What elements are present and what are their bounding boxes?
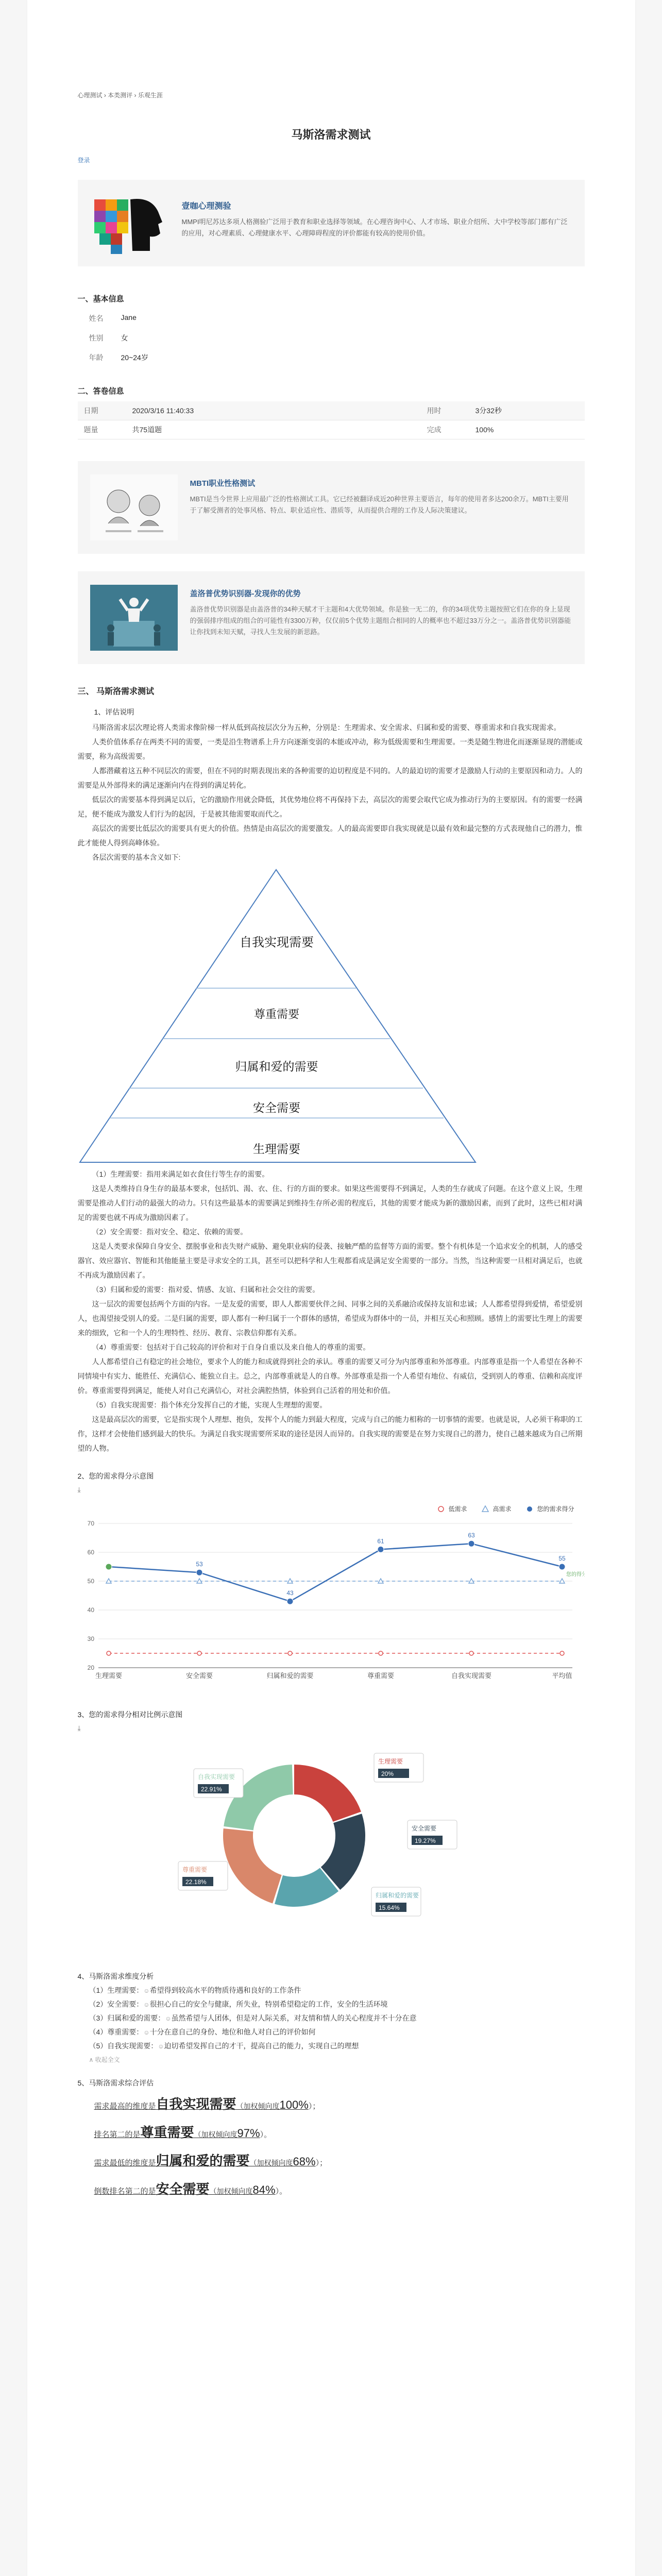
low-point [197, 1651, 201, 1655]
info-value: Jane [121, 313, 137, 321]
score-point [106, 1564, 112, 1570]
puzzle-head-logo [89, 194, 177, 255]
date-label: 日期 [78, 401, 126, 420]
rank-suffix: ）。 [260, 2130, 272, 2139]
pyramid-level: 尊重需要 [253, 1008, 299, 1021]
rank-weight-label: （加权倾向度 [249, 2159, 293, 2167]
rank-suffix: ）； [308, 2102, 320, 2111]
y-tick-label: 70 [87, 1520, 94, 1527]
y-tick-label: 50 [87, 1578, 94, 1585]
qty-value: 共75道题 [126, 420, 421, 439]
donut-chart-title: 3、您的需求得分相对比例示意图 [77, 1710, 183, 1719]
legend-low[interactable]: 低需求 [437, 1504, 467, 1513]
login-link[interactable]: 登录 [77, 157, 90, 164]
basic-info-title: 一、基本信息 [77, 295, 124, 303]
info-row-age [78, 352, 585, 363]
dimension-text: 很担心自己的安全与健康，所失业，特别希望稳定的工作，安全的生活环境 [149, 2000, 388, 2008]
data-label: 61 [377, 1537, 384, 1545]
dimension-label: （2）安全需要： [89, 2000, 144, 2008]
dimension-title: 4、马斯洛需求维度分析 [77, 1972, 154, 1980]
dimension-label: （1）生理需要： [89, 1986, 144, 1994]
data-label: 43 [286, 1589, 294, 1597]
score-point [468, 1540, 474, 1547]
rank-weight: 68% [293, 2155, 316, 2168]
rank-weight-label: （加权倾向度 [194, 2130, 237, 2139]
y-tick-label: 30 [87, 1635, 94, 1642]
paragraph: （3）归属和爱的需要：指对爱、情感、友谊、归属和社会交往的需要。 [92, 1285, 320, 1294]
info-value: 女 [121, 334, 128, 342]
needs-line-chart [78, 1513, 585, 1688]
done-value: 100% [469, 420, 585, 439]
low-point [379, 1651, 383, 1655]
pyramid-level: 生理需要 [252, 1142, 300, 1156]
y-tick-label: 20 [87, 1664, 94, 1671]
slice-name: 生理需要 [378, 1758, 403, 1765]
intro-text: MMPI明尼苏达多项人格测验广泛用于教育和职业选择等领域。在心理咨询中心、人才市场、职业介绍所、大中学校等部门都有广泛的应用，对心理素质、心理健康水平、心理障碍程度的评价都能有较高的使用价值。 [181, 218, 568, 237]
pyramid-level: 安全需要 [252, 1101, 300, 1114]
paragraph: 这是人类要求保障自身安全、摆脱事业和丧失财产威胁、避免职业病的侵袭、接触严酷的监督等方面的需要。整个有机体是一个追求安全的机制，人的感受器官、效应器官、智能和其他能量主要是寻求安全的工具，甚至可以把科学和人生观都看成是满足安全需要的一部分。当然，当这种需要一旦相对满足后，也就不再成为激励因素了。 [77, 1242, 583, 1279]
time-value: 3分32秒 [469, 401, 585, 420]
info-label: 性别 [89, 334, 104, 342]
donut-slice [223, 1828, 281, 1903]
slice-name: 归属和爱的需要 [375, 1892, 419, 1899]
slice-value: 19.27% [414, 1837, 436, 1844]
score-point [378, 1546, 384, 1552]
x-tick-label: 自我实现需要 [451, 1672, 491, 1680]
rank-prefix: 需求最高的维度是 [94, 2102, 156, 2111]
dimension-item [89, 1984, 585, 1997]
rank-item [94, 2091, 585, 2120]
done-label: 完成 [421, 420, 469, 439]
x-tick-label: 尊重需要 [367, 1672, 394, 1680]
basic-info-list [78, 313, 585, 363]
dimension-label: （5）自我实现需要： [89, 2042, 158, 2050]
info-label: 年龄 [89, 353, 104, 362]
low-point [560, 1651, 564, 1655]
portrait-image [90, 474, 178, 540]
dimension-item [89, 2039, 585, 2053]
rank-prefix: 倒数排名第二的是 [94, 2187, 156, 2196]
dimension-item [89, 2025, 585, 2039]
paragraph: 高层次的需要比低层次的需要具有更大的价值。热情是由高层次的需要激发。人的最高需要即自我实现就是以最有效和最完整的方式表现他自己的潜力，惟此才能使人得到高峰体验。 [77, 824, 583, 847]
data-label: 55 [558, 1555, 566, 1562]
x-tick-label: 生理需要 [95, 1672, 122, 1680]
paragraph: 低层次的需要基本得到满足以后，它的激励作用就会降低，其优势地位将不再保持下去，高层次的需要会取代它成为推动行为的主要原因。有的需要一经满足，便不能成为激发人们行为的起因，于是被其他需要取而代之。 [77, 795, 583, 818]
paragraph: 这是人类维持自身生存的最基本要求，包括饥、渴、衣、住、行的方面的要求。如果这些需要得不到满足，人类的生存就成了问题。在这个意义上说，生理需要是推动人们行动的最强大的动力。只有这些最基本的需要满足到维持生存所必需的程度后，其他的需要才能成为新的激励因素，而到了此时，这些已相对满足的需要也就不再成为激励因素了。 [77, 1184, 583, 1222]
paragraph: （4）尊重需要：包括对于自己较高的评价和对于自身自重以及来自他人的尊重的需要。 [92, 1343, 370, 1351]
rank-prefix: 需求最低的维度是 [94, 2159, 156, 2167]
paragraph: （2）安全需要：指对安全、稳定、依赖的需要。 [92, 1228, 248, 1236]
section3-title: 三、 马斯洛需求测试 [77, 687, 154, 696]
download-icon[interactable]: ⤓ [77, 1485, 81, 1494]
dimension-item [89, 2011, 585, 2025]
rank-weight: 97% [237, 2127, 260, 2140]
dimension-label: （4）尊重需要： [89, 2028, 144, 2036]
slice-value: 20% [381, 1770, 394, 1777]
needs-details [78, 1167, 585, 1455]
score-end-label: 您的得分 [566, 1572, 585, 1578]
paragraph: （5）自我实现需要：指个体充分发挥自己的才能，实现人生理想的需要。 [92, 1401, 327, 1409]
paragraph: 这一层次的需要包括两个方面的内容。一是友爱的需要，即人人都需要伙伴之间、同事之间的关系融洽或保持友谊和忠诚；人人都希望得到爱情，希望爱别人，也渴望接受别人的爱。二是归属的需要，即人都有一种归属于一个群体的感情，希望成为群体中的一员，并相互关心和照顾。感情上的需要比生理上的需要来的细致，它和一个人的生理特性、经历、教育、宗教信仰都有关系。 [77, 1300, 583, 1337]
breadcrumb[interactable]: 心理测试 › 本类测评 › 乐观生涯 [77, 92, 163, 99]
collapse-link[interactable]: ∧ 收起全文 [89, 2056, 120, 2063]
y-tick-label: 40 [87, 1606, 94, 1614]
answer-info-title: 二、答卷信息 [77, 387, 124, 396]
slice-value: 15.64% [378, 1904, 400, 1911]
x-tick-label: 归属和爱的需要 [266, 1672, 314, 1680]
explain-paragraphs [78, 720, 585, 865]
data-label: 63 [467, 1532, 475, 1539]
rank-item [94, 2176, 585, 2205]
dimension-text: 希望得到较高水平的物质待遇和良好的工作条件 [149, 1986, 301, 1994]
pyramid-level: 归属和爱的需要 [235, 1060, 318, 1073]
paragraph: （1）生理需要：指用来满足如衣食住行等生存的需要。 [92, 1170, 269, 1178]
score-point [287, 1598, 293, 1604]
low-point [107, 1651, 111, 1655]
page [27, 0, 635, 2576]
low-point [288, 1651, 292, 1655]
rank-weight: 84% [252, 2183, 276, 2196]
smile-icon: ☺ [158, 2043, 164, 2050]
dimension-item [89, 1997, 585, 2011]
legend-high[interactable]: 高需求 [481, 1504, 511, 1513]
answer-info-table [78, 401, 585, 439]
rank-weight-label: （加权倾向度 [209, 2187, 253, 2195]
needs-donut-chart [78, 1733, 585, 1949]
rank-item [94, 2120, 585, 2148]
paragraph: 马斯洛需求层次理论将人类需求像阶梯一样从低到高按层次分为五种，分别是：生理需求、安全需求、归属和爱的需要、尊重需求和自我实现需求。 [92, 723, 561, 732]
rank-item [94, 2148, 585, 2176]
paragraph: 各层次需要的基本含义如下: [92, 853, 181, 861]
summary-list [78, 2091, 585, 2205]
slice-name: 安全需要 [411, 1825, 436, 1832]
rank-weight: 100% [279, 2098, 309, 2111]
dimension-text: 虽然希望与人团体，但是对人际关系，对友情和情人的关心程度并不十分在意 [171, 2014, 417, 2022]
slice-name: 自我实现需要 [197, 1773, 235, 1781]
pyramid-level: 自我实现需要 [239, 936, 314, 950]
paragraph: 人都潜藏着这五种不同层次的需要，但在不同的时期表现出来的各种需要的迫切程度是不同的。人的最迫切的需要才是激励人行动的主要原因和动力。人的需要是从外部得来的满足逐渐向内在得到的满足转化。 [77, 767, 583, 789]
smile-icon: ☺ [143, 2029, 150, 2036]
date-value: 2020/3/16 11:40:33 [126, 401, 421, 420]
table-row [78, 420, 585, 439]
explain-title: 1、评估说明 [94, 708, 134, 716]
score-point [559, 1564, 565, 1570]
intro-heading[interactable]: 壹咖心理测验 [181, 202, 231, 211]
trophy-image [90, 585, 178, 651]
rank-prefix: 排名第二的是 [94, 2130, 141, 2139]
rank-suffix: ）。 [275, 2187, 287, 2196]
score-point [196, 1569, 202, 1575]
needs-pyramid [78, 867, 585, 1167]
info-value: 20~24岁 [121, 353, 148, 362]
rank-name: 归属和爱的需要 [156, 2153, 250, 2168]
low-point [469, 1651, 473, 1655]
recommend-card-mbti[interactable] [78, 461, 585, 554]
smile-icon: ☺ [165, 2015, 172, 2022]
card-heading[interactable]: MBTI职业性格测试 [190, 479, 256, 488]
dimension-list [78, 1984, 585, 2066]
donut-slice [294, 1765, 361, 1822]
smile-icon: ☺ [143, 1987, 150, 1994]
info-label: 姓名 [89, 314, 104, 323]
slice-value: 22.18% [185, 1878, 207, 1886]
recommend-card-gallup[interactable] [78, 571, 585, 664]
card-heading[interactable]: 盖洛普优势识别器-发现你的优势 [190, 589, 301, 598]
paragraph: 人人都希望自己有稳定的社会地位，要求个人的能力和成就得到社会的承认。尊重的需要又可分为内部尊重和外部尊重。内部尊重是指一个人希望在各种不同情境中有实力、能胜任、充满信心、能独立自主。总之，内部尊重就是人的自尊。外部尊重是指一个人希望有地位、有威信，受到别人的尊重、信赖和高度评价。尊重需要得到满足，能使人对自己充满信心，对社会满腔热情，体验到自己活着的用处和价值。 [77, 1358, 583, 1395]
rank-name: 尊重需要 [140, 2125, 194, 2140]
dimension-label: （3）归属和爱的需要： [89, 2014, 165, 2022]
rank-weight-label: （加权倾向度 [236, 2102, 280, 2110]
data-label: 53 [195, 1561, 203, 1568]
smile-icon: ☺ [143, 2001, 150, 2008]
paragraph: 人类价值体系存在两类不同的需要，一类是沿生物谱系上升方向逐渐变弱的本能或冲动，称为低级需要和生理需要。一类是随生物进化而逐渐显现的潜能或需要，称为高级需要。 [77, 738, 583, 760]
card-text: 盖洛普优势识别器是由盖洛普的34种天赋才干主题和4大优势领域。你是独一无二的，你的34项优势主题按照它们在你的身上显现的强弱排序组成的组合的可能性有3300万种，仅仅前5个优势主题组合相同的人的概率也不超过33万分之一。盖洛普优势识别器能让你找到未知天赋，寻找人生发展的新思路。 [190, 605, 571, 636]
rank-name: 安全需要 [156, 2181, 210, 2197]
summary-title: 5、马斯洛需求综合评估 [77, 2079, 154, 2087]
time-label: 用时 [421, 401, 469, 420]
table-row [78, 401, 585, 420]
x-tick-label: 安全需要 [185, 1672, 213, 1680]
download-icon[interactable]: ⤓ [77, 1724, 81, 1732]
rank-suffix: ）； [315, 2159, 328, 2167]
info-row-gender [78, 333, 585, 343]
y-tick-label: 60 [87, 1549, 94, 1556]
line-chart-title: 2、您的需求得分示意图 [77, 1472, 154, 1480]
info-row-name [78, 313, 585, 324]
x-tick-label: 平均值 [551, 1672, 572, 1680]
dimension-text: 十分在意自己的身份、地位和他人对自己的评价如何 [149, 2028, 316, 2036]
page-title: 马斯洛需求测试 [291, 128, 371, 141]
line-chart-legend [78, 1504, 574, 1513]
rank-name: 自我实现需要 [156, 2096, 236, 2112]
slice-name: 尊重需要 [182, 1866, 207, 1873]
slice-value: 22.91% [200, 1786, 222, 1793]
paragraph: 这是最高层次的需要，它是指实现个人理想、抱负，发挥个人的能力到最大程度，完成与自己的能力相称的一切事情的需要。也就是说，人必须干称职的工作，这样才会使他们感到最大的快乐。为满足自我实现需要所采取的途径是因人而异的。自我实现的需要是在努力实现自己的潜力，使自己越来越成为自己所期望的人物。 [77, 1415, 583, 1452]
intro-box [78, 180, 585, 266]
qty-label: 题量 [78, 420, 126, 439]
dimension-text: 迫切希望发挥自己的才干，提高自己的能力，实现自己的理想 [164, 2042, 359, 2050]
legend-score[interactable]: 您的需求得分 [525, 1504, 574, 1513]
card-text: MBTI是当今世界上应用最广泛的性格测试工具。它已经被翻译成近20种世界主要语言，每年的使用者多达200余万。MBTI主要用于了解受测者的处事风格、特点、职业适应性、潜质等，从而提供合理的工作及人际决策建议。 [190, 495, 569, 514]
